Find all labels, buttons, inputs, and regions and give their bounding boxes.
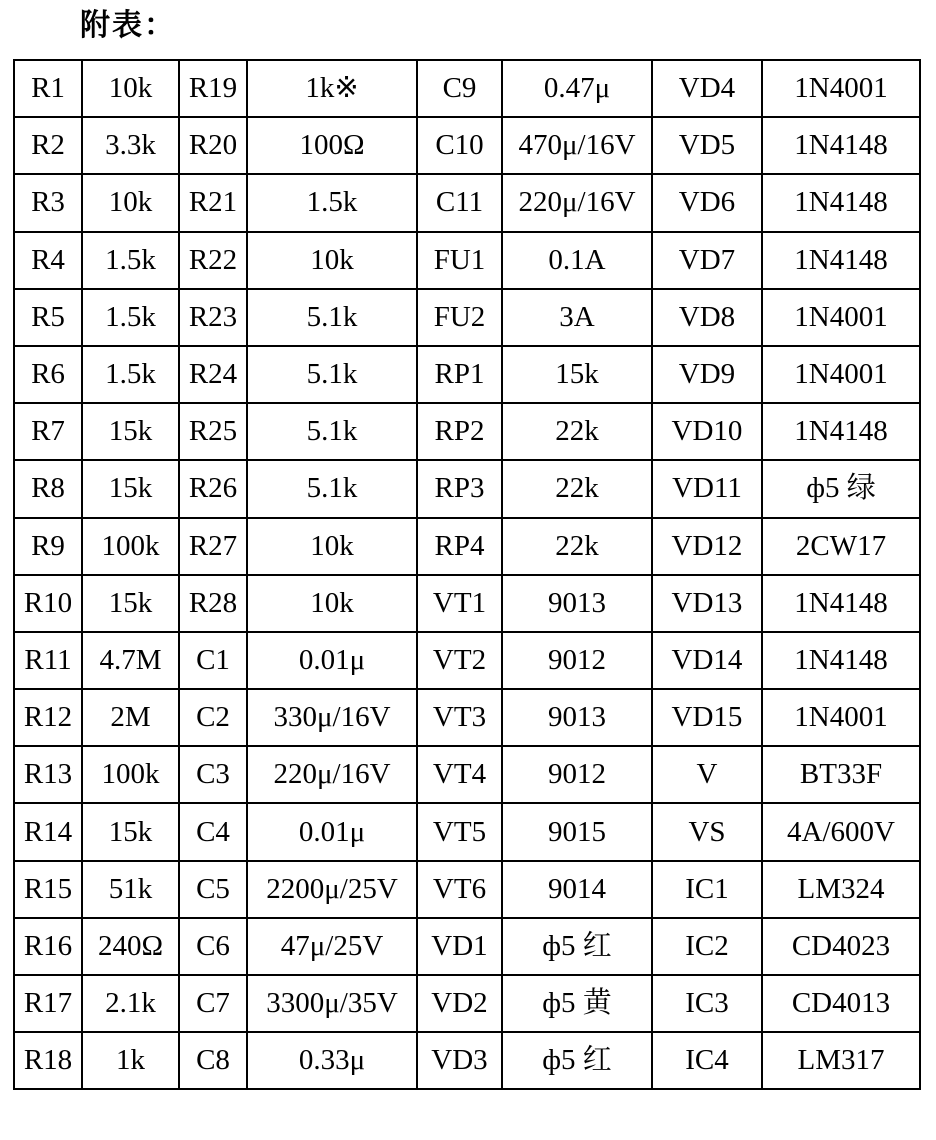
component-value-cell: 220μ/16V	[247, 746, 417, 803]
component-designator-cell: C2	[179, 689, 247, 746]
component-value-cell: 1N4148	[762, 232, 920, 289]
component-value-cell: 100k	[82, 746, 179, 803]
component-designator-cell: RP1	[417, 346, 502, 403]
component-designator-cell: IC2	[652, 918, 762, 975]
component-designator-cell: R28	[179, 575, 247, 632]
component-value-cell: 10k	[82, 60, 179, 117]
component-designator-cell: FU1	[417, 232, 502, 289]
component-designator-cell: VD13	[652, 575, 762, 632]
component-designator-cell: VD1	[417, 918, 502, 975]
component-designator-cell: R19	[179, 60, 247, 117]
component-value-cell: 9013	[502, 689, 652, 746]
component-designator-cell: R15	[14, 861, 82, 918]
component-designator-cell: R1	[14, 60, 82, 117]
component-designator-cell: C3	[179, 746, 247, 803]
component-value-cell: 0.01μ	[247, 632, 417, 689]
component-value-cell: 10k	[247, 518, 417, 575]
component-designator-cell: VT6	[417, 861, 502, 918]
component-designator-cell: C11	[417, 174, 502, 231]
table-row	[14, 460, 920, 517]
component-value-cell: 5.1k	[247, 289, 417, 346]
table-row	[14, 861, 920, 918]
component-designator-cell: RP4	[417, 518, 502, 575]
component-designator-cell: C8	[179, 1032, 247, 1089]
component-value-cell: 1N4148	[762, 575, 920, 632]
component-designator-cell: RP2	[417, 403, 502, 460]
component-value-cell: 10k	[247, 575, 417, 632]
component-designator-cell: R12	[14, 689, 82, 746]
component-designator-cell: R26	[179, 460, 247, 517]
table-row	[14, 975, 920, 1032]
component-value-cell: 100Ω	[247, 117, 417, 174]
component-value-cell: ф5 绿	[762, 460, 920, 517]
component-designator-cell: C4	[179, 803, 247, 860]
component-designator-cell: IC1	[652, 861, 762, 918]
component-value-cell: 9012	[502, 632, 652, 689]
component-value-cell: 1k※	[247, 60, 417, 117]
component-value-cell: 22k	[502, 460, 652, 517]
component-designator-cell: C5	[179, 861, 247, 918]
component-designator-cell: VD14	[652, 632, 762, 689]
component-value-cell: 1.5k	[82, 346, 179, 403]
component-value-cell: 3300μ/35V	[247, 975, 417, 1032]
component-value-cell: ф5 黄	[502, 975, 652, 1032]
component-designator-cell: VD2	[417, 975, 502, 1032]
component-value-cell: 470μ/16V	[502, 117, 652, 174]
component-designator-cell: R16	[14, 918, 82, 975]
component-designator-cell: VD7	[652, 232, 762, 289]
component-value-cell: CD4013	[762, 975, 920, 1032]
table-row	[14, 174, 920, 231]
component-designator-cell: R13	[14, 746, 82, 803]
component-value-cell: 2CW17	[762, 518, 920, 575]
component-value-cell: 10k	[247, 232, 417, 289]
component-designator-cell: VT1	[417, 575, 502, 632]
component-designator-cell: C9	[417, 60, 502, 117]
component-designator-cell: VD11	[652, 460, 762, 517]
component-designator-cell: C7	[179, 975, 247, 1032]
component-value-cell: 5.1k	[247, 346, 417, 403]
component-value-cell: 15k	[82, 460, 179, 517]
table-row	[14, 746, 920, 803]
component-designator-cell: VD6	[652, 174, 762, 231]
component-designator-cell: VT5	[417, 803, 502, 860]
component-designator-cell: R24	[179, 346, 247, 403]
table-row	[14, 632, 920, 689]
component-value-cell: 1.5k	[82, 289, 179, 346]
component-value-cell: 51k	[82, 861, 179, 918]
component-value-cell: 330μ/16V	[247, 689, 417, 746]
component-designator-cell: R22	[179, 232, 247, 289]
component-value-cell: 5.1k	[247, 403, 417, 460]
component-designator-cell: R25	[179, 403, 247, 460]
component-value-cell: CD4023	[762, 918, 920, 975]
component-value-cell: 1N4148	[762, 632, 920, 689]
component-designator-cell: R18	[14, 1032, 82, 1089]
component-designator-cell: VD3	[417, 1032, 502, 1089]
table-row	[14, 60, 920, 117]
component-designator-cell: R7	[14, 403, 82, 460]
component-designator-cell: C6	[179, 918, 247, 975]
component-designator-cell: VD4	[652, 60, 762, 117]
component-value-cell: LM317	[762, 1032, 920, 1089]
component-designator-cell: C10	[417, 117, 502, 174]
component-designator-cell: IC3	[652, 975, 762, 1032]
component-value-cell: 15k	[82, 575, 179, 632]
component-value-cell: 100k	[82, 518, 179, 575]
component-designator-cell: R2	[14, 117, 82, 174]
component-value-cell: 0.47μ	[502, 60, 652, 117]
table-row	[14, 346, 920, 403]
component-value-cell: 4.7M	[82, 632, 179, 689]
component-designator-cell: IC4	[652, 1032, 762, 1089]
table-row	[14, 403, 920, 460]
component-value-cell: 0.01μ	[247, 803, 417, 860]
component-designator-cell: FU2	[417, 289, 502, 346]
table-row	[14, 117, 920, 174]
component-designator-cell: V	[652, 746, 762, 803]
component-designator-cell: R23	[179, 289, 247, 346]
component-designator-cell: RP3	[417, 460, 502, 517]
component-value-cell: 3.3k	[82, 117, 179, 174]
component-value-cell: 9012	[502, 746, 652, 803]
table-row	[14, 689, 920, 746]
component-designator-cell: R17	[14, 975, 82, 1032]
component-designator-cell: C1	[179, 632, 247, 689]
component-value-cell: LM324	[762, 861, 920, 918]
component-value-cell: 1N4001	[762, 689, 920, 746]
component-designator-cell: R10	[14, 575, 82, 632]
table-row	[14, 1032, 920, 1089]
component-value-cell: 2M	[82, 689, 179, 746]
table-row	[14, 803, 920, 860]
component-value-cell: 15k	[82, 803, 179, 860]
table-row	[14, 575, 920, 632]
component-designator-cell: R8	[14, 460, 82, 517]
component-designator-cell: VD8	[652, 289, 762, 346]
component-designator-cell: VD15	[652, 689, 762, 746]
component-designator-cell: R6	[14, 346, 82, 403]
component-value-cell: 3A	[502, 289, 652, 346]
component-value-cell: 1N4148	[762, 403, 920, 460]
component-designator-cell: VD12	[652, 518, 762, 575]
component-value-cell: 5.1k	[247, 460, 417, 517]
component-value-cell: 22k	[502, 403, 652, 460]
component-value-cell: 1k	[82, 1032, 179, 1089]
component-value-cell: 1N4001	[762, 346, 920, 403]
component-value-cell: 0.1A	[502, 232, 652, 289]
component-value-cell: ф5 红	[502, 1032, 652, 1089]
component-designator-cell: R9	[14, 518, 82, 575]
component-designator-cell: R27	[179, 518, 247, 575]
component-value-cell: 1N4148	[762, 174, 920, 231]
parts-table-body	[14, 60, 920, 1089]
table-row	[14, 289, 920, 346]
component-designator-cell: VT4	[417, 746, 502, 803]
table-row	[14, 232, 920, 289]
component-value-cell: 22k	[502, 518, 652, 575]
table-row	[14, 518, 920, 575]
component-value-cell: 240Ω	[82, 918, 179, 975]
component-value-cell: 4A/600V	[762, 803, 920, 860]
component-designator-cell: R4	[14, 232, 82, 289]
table-row	[14, 918, 920, 975]
component-value-cell: 1.5k	[82, 232, 179, 289]
component-designator-cell: R3	[14, 174, 82, 231]
component-value-cell: 1N4001	[762, 289, 920, 346]
table-title: 附表：	[80, 8, 176, 43]
component-value-cell: 9015	[502, 803, 652, 860]
component-value-cell: 1N4001	[762, 60, 920, 117]
component-designator-cell: VD5	[652, 117, 762, 174]
component-value-cell: 220μ/16V	[502, 174, 652, 231]
component-value-cell: 2200μ/25V	[247, 861, 417, 918]
component-value-cell: 9014	[502, 861, 652, 918]
component-value-cell: 2.1k	[82, 975, 179, 1032]
component-designator-cell: R5	[14, 289, 82, 346]
component-designator-cell: R11	[14, 632, 82, 689]
component-designator-cell: R20	[179, 117, 247, 174]
component-designator-cell: VT3	[417, 689, 502, 746]
component-designator-cell: VD10	[652, 403, 762, 460]
component-designator-cell: VS	[652, 803, 762, 860]
component-designator-cell: VD9	[652, 346, 762, 403]
component-value-cell: 1.5k	[247, 174, 417, 231]
component-value-cell: BT33F	[762, 746, 920, 803]
component-designator-cell: R21	[179, 174, 247, 231]
component-value-cell: 47μ/25V	[247, 918, 417, 975]
component-value-cell: 9013	[502, 575, 652, 632]
component-value-cell: ф5 红	[502, 918, 652, 975]
component-value-cell: 1N4148	[762, 117, 920, 174]
component-designator-cell: R14	[14, 803, 82, 860]
component-value-cell: 10k	[82, 174, 179, 231]
component-value-cell: 15k	[502, 346, 652, 403]
component-designator-cell: VT2	[417, 632, 502, 689]
parts-table	[13, 59, 921, 1090]
component-value-cell: 15k	[82, 403, 179, 460]
component-value-cell: 0.33μ	[247, 1032, 417, 1089]
